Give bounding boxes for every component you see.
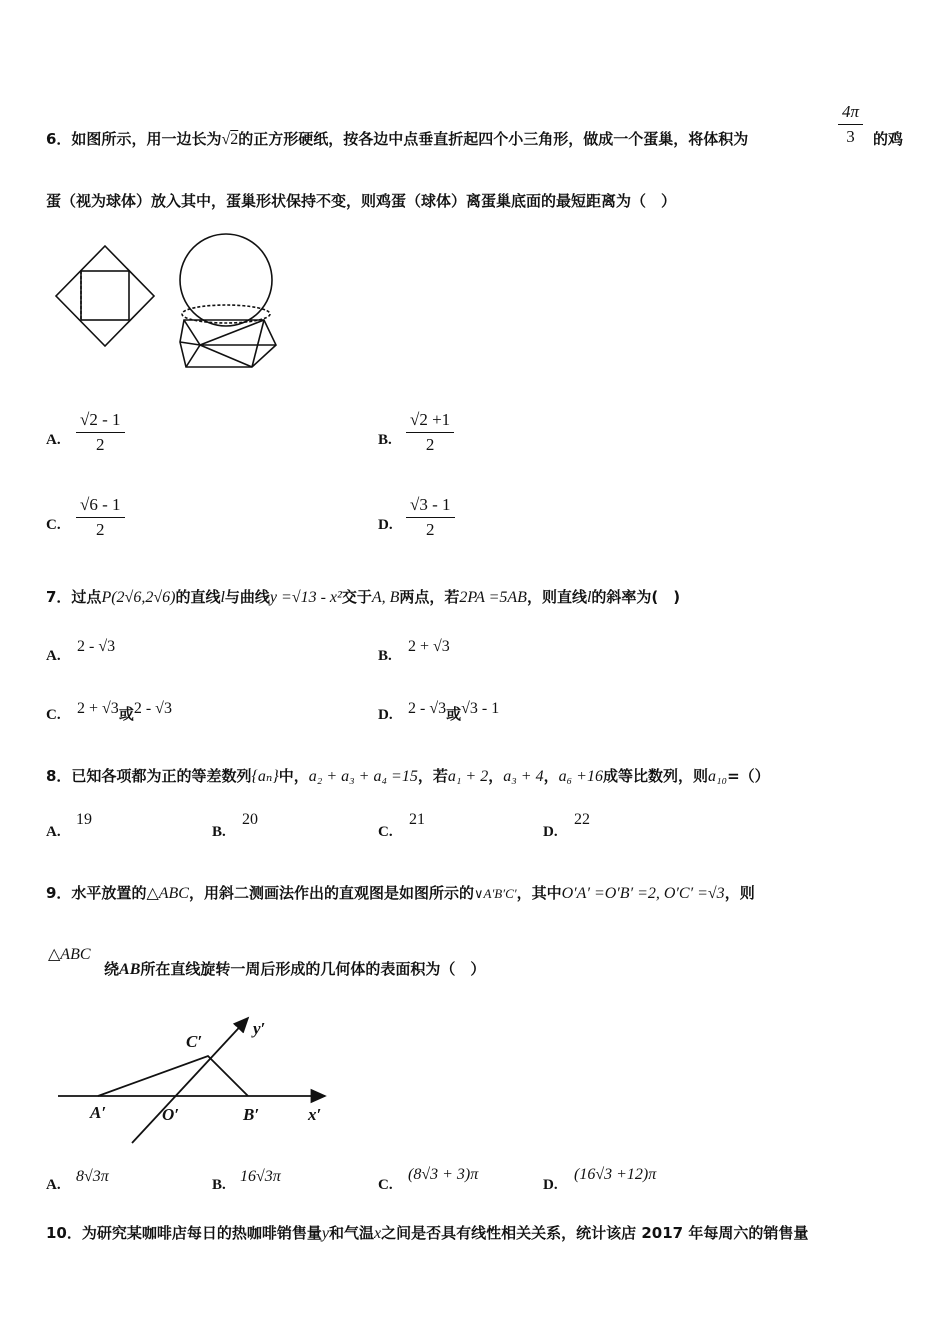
q6-option-a-label[interactable]: A. — [46, 432, 61, 448]
q7-stem: 7．过点P(2√6,2√6)的直线l与曲线y =√13 - x²交于A, B两点，若2PA =5AB，则直线l的斜率为( ) — [46, 588, 681, 606]
q9-label-o: O′ — [162, 1105, 180, 1124]
q6-option-a[interactable]: $\frac{√2 - 1}{2}$ — [76, 410, 125, 455]
q6-option-d[interactable]: $\frac{√3 - 1}{2}$ — [406, 495, 455, 540]
q7-option-a[interactable]: 2 - √3 — [77, 638, 116, 655]
q7-option-d[interactable]: 2 - √3或√3 - 1 — [408, 700, 500, 723]
q6-text-a: 6．如图所示，用一边长为 — [46, 130, 222, 148]
q8-sum: a₂ + a₃ + a₄ =15 — [308, 768, 418, 785]
q6-text-c: 的鸡 — [873, 130, 904, 148]
q6-outer-square — [56, 246, 154, 346]
q8-stem: 8．已知各项都为正的等差数列{aₙ}中，a₂ + a₃ + a₄ =15，若a₁ + 2，a₃ + 4，a₆ +16成等比数列，则a₁₀=（） — [46, 767, 770, 785]
q7-option-a-label[interactable]: A. — [46, 648, 61, 664]
q9-condition: O′A′ =O′B′ =2, O′C′ =√3 — [561, 885, 725, 902]
q8-option-b[interactable]: 20 — [242, 811, 258, 828]
q9-stem-line2: 绕AB所在直线旋转一周后形成的几何体的表面积为（ ） — [104, 960, 486, 978]
q8-option-a[interactable]: 19 — [76, 811, 92, 828]
q9-label-y: y′ — [253, 1019, 266, 1038]
q8-option-c-label[interactable]: C. — [378, 824, 393, 840]
q9-option-d-label[interactable]: D. — [543, 1177, 558, 1193]
q9-option-a-label[interactable]: A. — [46, 1177, 61, 1193]
q10-stem: 10．为研究某咖啡店每日的热咖啡销售量y和气温x之间是否具有线性相关关系，统计该店 2017 年每周六的销售量 — [46, 1224, 809, 1242]
q9-label-x: x′ — [308, 1105, 322, 1124]
q9-label-b: B′ — [243, 1105, 260, 1124]
q6-figure — [50, 230, 290, 375]
q9-option-b-label[interactable]: B. — [212, 1177, 226, 1193]
q9-option-d[interactable]: (16√3 +12)π — [574, 1166, 657, 1183]
q9-option-b[interactable]: 16√3π — [240, 1168, 281, 1185]
q6-line2: 蛋（视为球体）放入其中，蛋巢形状保持不变，则鸡蛋（球体）离蛋巢底面的最短距离为（ ） — [46, 192, 677, 210]
q6-option-c[interactable]: $\frac{√6 - 1}{2}$ — [76, 495, 125, 540]
q8-option-c[interactable]: 21 — [409, 811, 425, 828]
q6-sphere — [180, 234, 272, 326]
q8-sequence: {aₙ} — [251, 768, 279, 785]
q7-point: P(2√6,2√6) — [101, 589, 176, 606]
q9-option-c[interactable]: (8√3 + 3)π — [408, 1166, 479, 1183]
q9-stem-line1: 9．水平放置的△ABC，用斜二测画法作出的直观图是如图所示的∨A′B′C′，其中O′A′ =O′B′ =2, O′C′ =√3，则 — [46, 884, 755, 902]
q6-volume-fraction: $\frac{4\pi}{3}$ — [838, 102, 863, 147]
q9-triangle: △ABC — [48, 946, 91, 963]
q7-option-c-label[interactable]: C. — [46, 707, 61, 723]
q6-option-d-label[interactable]: D. — [378, 517, 393, 533]
q6-sqrt: √2 — [221, 131, 239, 148]
q9-figure — [50, 1010, 340, 1150]
q7-condition: 2PA =5AB — [459, 589, 527, 606]
q7-option-b-label[interactable]: B. — [378, 648, 392, 664]
q8-option-a-label[interactable]: A. — [46, 824, 61, 840]
q8-option-b-label[interactable]: B. — [212, 824, 226, 840]
q6-option-b[interactable]: $\frac{√2 +1}{2}$ — [406, 410, 454, 455]
q9-label-a: A′ — [90, 1103, 107, 1122]
q7-option-c[interactable]: 2 + √3或2 - √3 — [77, 700, 172, 723]
q9-option-c-label[interactable]: C. — [378, 1177, 393, 1193]
q7-option-d-label[interactable]: D. — [378, 707, 393, 723]
q8-option-d-label[interactable]: D. — [543, 824, 558, 840]
q7-option-b[interactable]: 2 + √3 — [408, 638, 450, 655]
q9-option-a[interactable]: 8√3π — [76, 1168, 109, 1185]
q6-text-b: 的正方形硬纸，按各边中点垂直折起四个小三角形，做成一个蛋巢，将体积为 — [238, 130, 749, 148]
q7-curve: y =√13 - x² — [269, 589, 342, 606]
q6-option-b-label[interactable]: B. — [378, 432, 392, 448]
q6-option-c-label[interactable]: C. — [46, 517, 61, 533]
q8-option-d[interactable]: 22 — [574, 811, 590, 828]
q9-triangle-sides — [98, 1056, 248, 1096]
q9-label-c: C′ — [186, 1032, 203, 1051]
q6-line1 — [46, 128, 748, 149]
q6-inner-square — [81, 271, 129, 320]
